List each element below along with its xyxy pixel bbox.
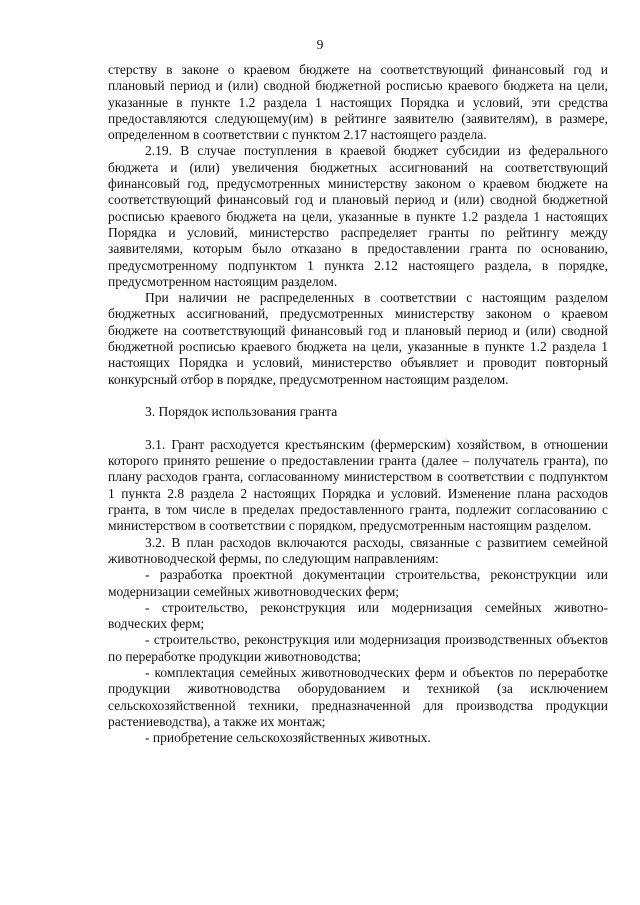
paragraph-continuation: стерству в законе о краевом бюджете на соответствующий финансовый год и плановый период и (или) сводной бюджетной росписью краевого бюджета на цели, указанные в пункте 1.2 раздела 1 настоящих Порядка и условий, эти средства предоставляются следующему(им) в рейтинге заявителю (заявителям), в размере, определенном в соответствии с пунктом 2.17 настоящего раздела. — [108, 62, 608, 143]
page-number: 9 — [316, 37, 324, 52]
list-item-processing-facilities: - строительство, реконструкция или модернизация производственных объектов по переработке продукции животноводства; — [108, 632, 608, 664]
paragraph-3-1: 3.1. Грант расходуется крестьянским (фермерским) хозяйством, в отношении которого принято решение о предоставлении гранта (далее – получатель гранта), по плану расходов гранта, согласованному министерством в соответствии с подпунктом 1 пункта 2.8 раздела 2 настоящих Порядка и условий. Изменение плана расходов гранта, в том числе в пределах предоставленного гранта, подлежит согласованию с министерством в соответствии с порядком, предусмотренным настоящим разделом. — [108, 436, 608, 534]
list-item-livestock: - приобретение сельскохозяйственных животных. — [145, 730, 431, 746]
list-item-farm-construction: - строительство, реконструкция или модернизация семейных животноводческих ферм; — [108, 599, 608, 632]
paragraph-repeat-selection: При наличии не распределенных в соответствии с настоящим разделом бюджетных ассигнований, предусмотренных министерству законом о краевом бюджете на соответствующий финансовый год и плановый период и (или) сводной бюджетной росписью краевого бюджета на цели, указанные в пункте 1.2 раздела 1 настоящих Порядка и условий, министерство объявляет и проводит повторный конкурсный отбор в порядке, предусмотренном настоящим разделом. — [108, 290, 608, 387]
paragraph-3-2: 3.2. В план расходов включаются расходы, связанные с развитием семейной животноводческой фермы, по следующим направлениям: — [108, 534, 608, 566]
paragraph-2-19: 2.19. В случае поступления в краевой бюджет субсидии из федерального бюджета и (или) увеличения бюджетных ассигнований на соответствующий финансовый год, предусмотренных министерству законом о краевом бюджете на соответствующий финансовый год и плановый период и (или) сводной бюджетной росписью краевого бюджета на цели, указанные в пункте 1.2 раздела 1 настоящих Порядка и условий, министерство распределяет гранты по рейтингу между заявителями, которым было отказано в предоставлении гранта по основанию, предусмотренному подпунктом 1 пункта 2.12 настоящего раздела, в порядке, предусмотренном настоящим разделом. — [108, 143, 608, 289]
document-body — [108, 62, 608, 746]
list-item-equipment: - комплектация семейных животноводческих ферм и объектов по переработке продукции животноводства оборудованием и техникой (за исключением сельскохозяйственной техники, предназначенной для производства продукции растениеводства), а также их монтаж; — [108, 664, 608, 729]
section-heading: 3. Порядок использования гранта — [145, 404, 338, 420]
list-item-design-docs: - разработка проектной документации строительства, реконструкции или модернизации семейных животноводческих ферм; — [108, 567, 608, 599]
